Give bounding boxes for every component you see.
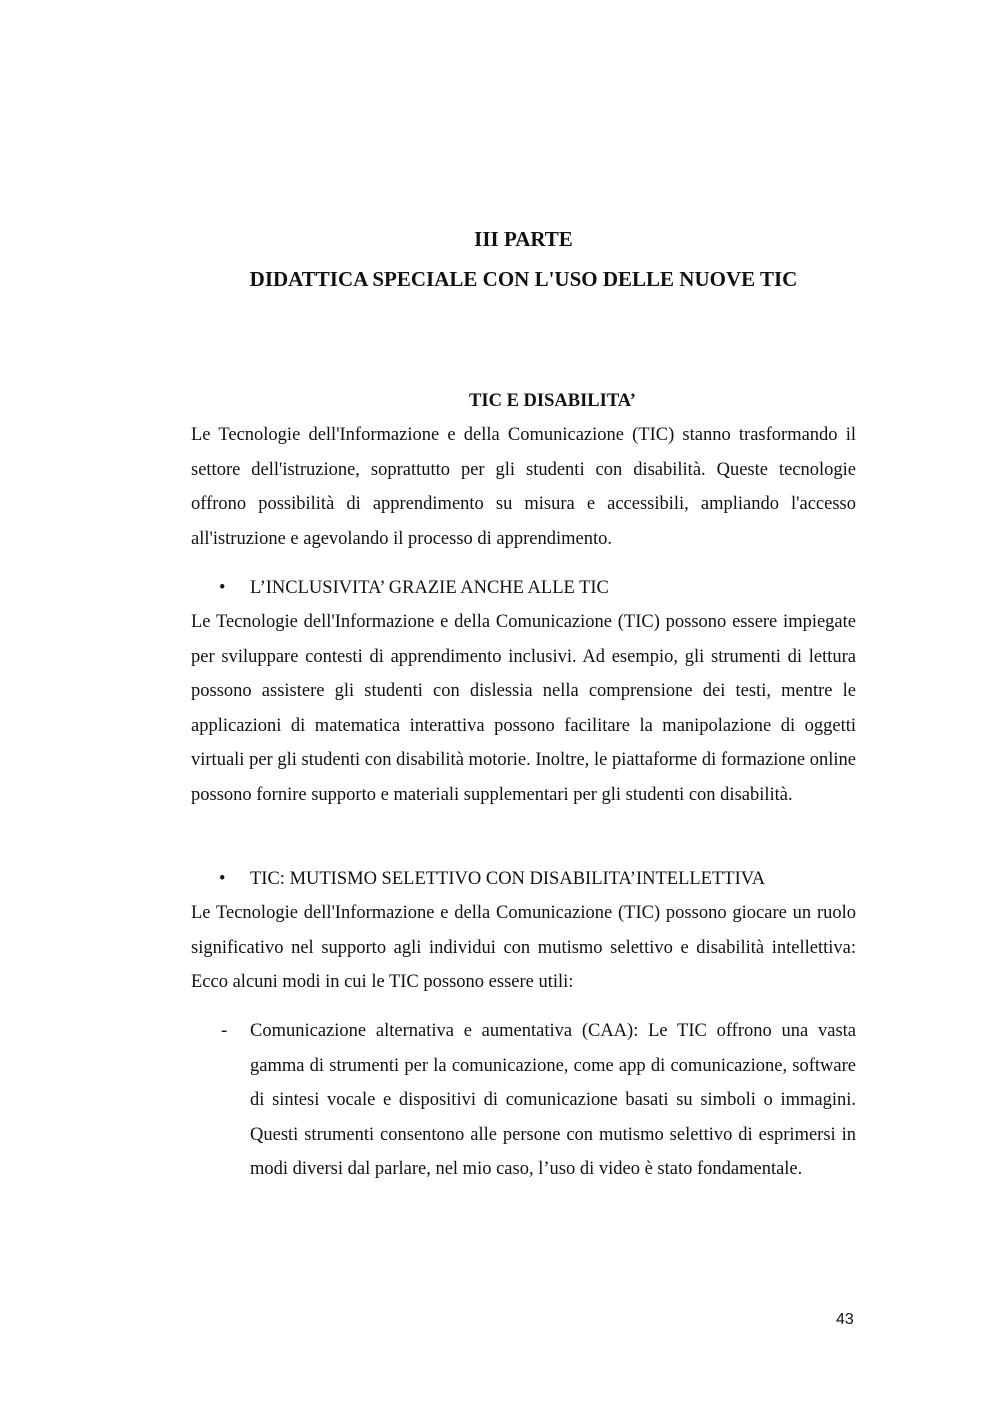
bullet-heading-text: TIC: MUTISMO SELETTIVO CON DISABILITA’INTELLETTIVA: [250, 869, 766, 889]
bullet-heading-text: L’INCLUSIVITA’ GRAZIE ANCHE ALLE TIC: [250, 578, 609, 598]
page-number: 43: [836, 1311, 854, 1328]
intro-paragraph: Le Tecnologie dell'Informazione e della Comunicazione (TIC) stanno trasformando il settore dell'istruzione, soprattutto per gli studenti con disabilità. Queste tecnologie offrono possibilità di apprendimento su misura e accessibili, ampliando l'accesso all'istruzione e agevolando il processo di apprendimento.: [191, 425, 856, 549]
main-title: DIDATTICA SPECIALE CON L'USO DELLE NUOVE TIC: [249, 267, 798, 291]
dash-marker: -: [221, 1021, 228, 1041]
part-title: III PARTE: [474, 227, 573, 251]
mutism-paragraph: Le Tecnologie dell'Informazione e della Comunicazione (TIC) possono giocare un ruolo significativo nel supporto agli individui con mutismo selettivo e disabilità intellettiva: Ecco alcuni modi in cui le TIC possono essere utili:: [191, 903, 856, 993]
inclusivity-paragraph: Le Tecnologie dell'Informazione e della Comunicazione (TIC) possono essere impiegate per sviluppare contesti di apprendimento inclusivi. Ad esempio, gli strumenti di lettura possono assistere gli studenti con dislessia nella comprensione dei testi, mentre le applicazioni di matematica interattiva possono facilitare la manipolazione di oggetti virtuali per gli studenti con disabilità motorie. Inoltre, le piattaforme di formazione online possono fornire supporto e materiali supplementari per gli studenti con disabilità.: [191, 612, 856, 805]
section-heading: TIC E DISABILITA’: [469, 391, 636, 411]
bullet-icon: •: [219, 578, 226, 598]
dash-item-text: Comunicazione alternativa e aumentativa (CAA): Le TIC offrono una vasta gamma di strumenti per la comunicazione, come app di comunicazione, software di sintesi vocale e dispositivi di comunicazione basati su simboli o immagini. Questi strumenti consentono alle persone con mutismo selettivo di esprimersi in modi diversi dal parlare, nel mio caso, l’uso di video è stato fondamentale.: [250, 1021, 856, 1180]
bullet-icon: •: [219, 869, 226, 889]
